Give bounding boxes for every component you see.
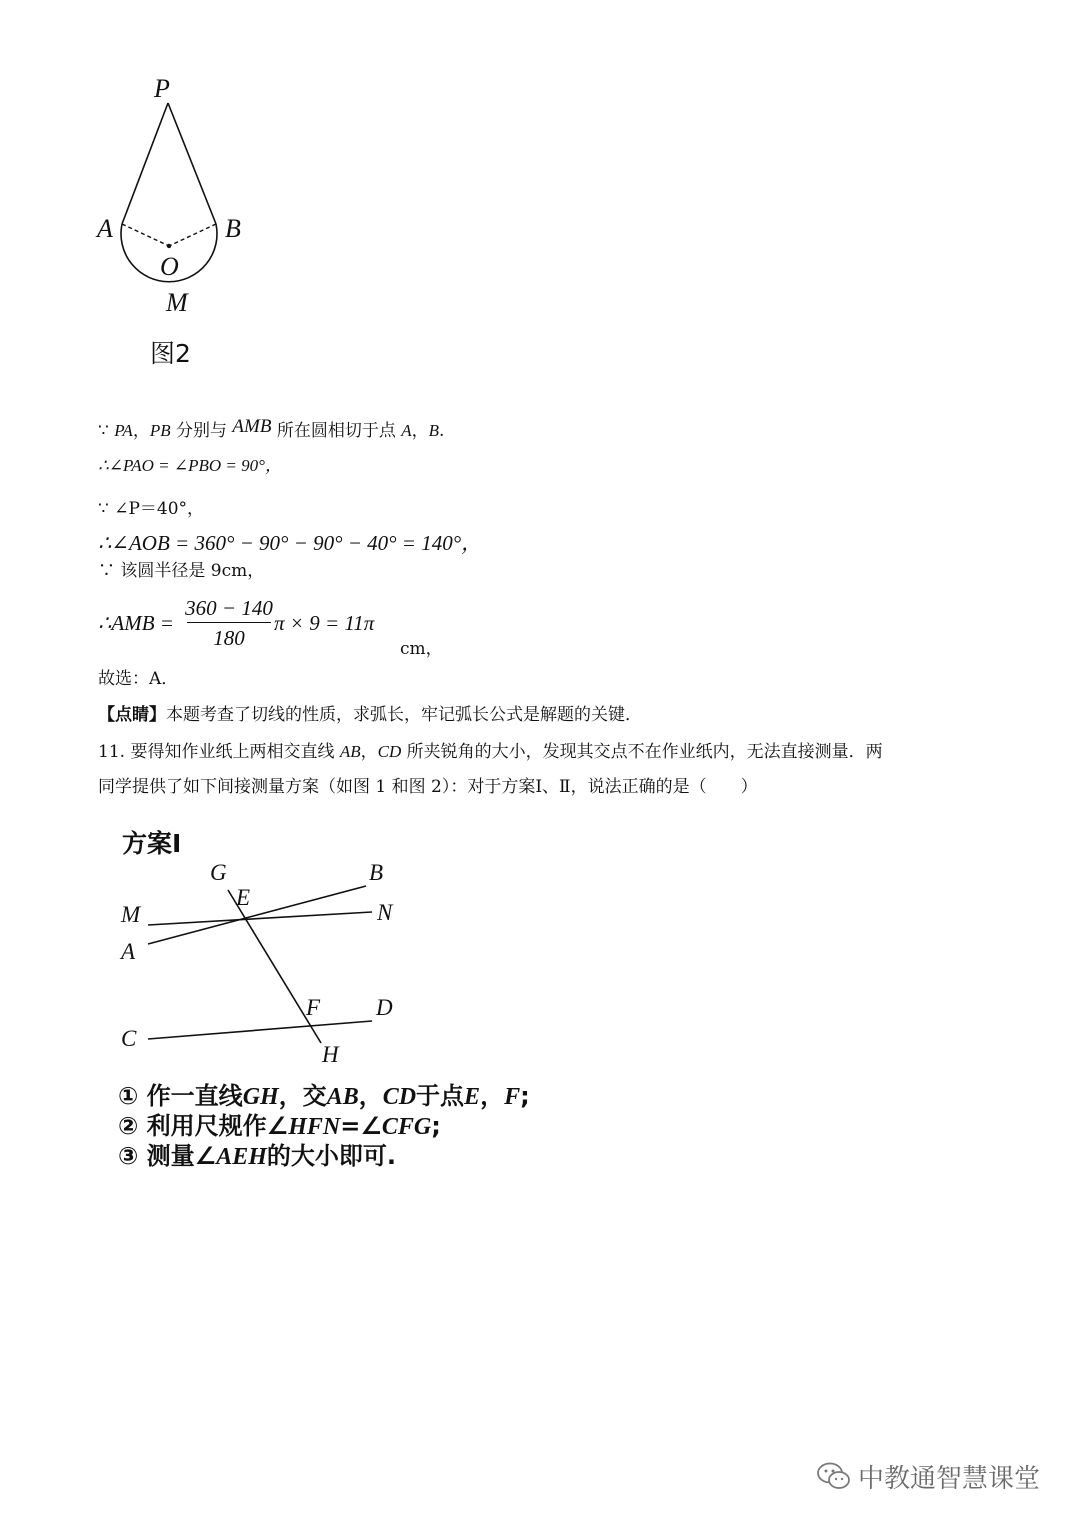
text-cfg: CFG: [381, 1114, 432, 1140]
step-text: 的大小即可.: [266, 1142, 397, 1170]
label-f: F: [306, 995, 321, 1020]
text-hfn: HFN: [288, 1114, 341, 1140]
arc-length-unit: cm，: [400, 639, 443, 659]
label-d: D: [376, 995, 393, 1020]
text-cd: CD: [377, 742, 402, 761]
label-a: A: [121, 939, 136, 964]
comment-tag: 【点睛】: [98, 705, 166, 725]
because-symbol: ∵: [98, 421, 115, 441]
label-a: A: [97, 214, 113, 243]
step-text: ① 作一直线: [118, 1082, 243, 1110]
label-g: G: [210, 860, 227, 885]
label-e: E: [236, 885, 251, 910]
text-ab: AB: [326, 1084, 359, 1110]
label-n: N: [377, 900, 393, 925]
step-text: 于点: [416, 1082, 465, 1110]
solution-line-4: ∴∠AOB = 360° − 90° − 90° − 40° = 140°，: [98, 531, 483, 555]
label-b: B: [369, 860, 384, 885]
label-c: C: [121, 1026, 137, 1051]
step-text: =∠: [340, 1112, 382, 1140]
solution-line-2: ∴∠PAO = ∠PBO = 90°，: [98, 456, 282, 475]
watermark-text: 中教通智慧课堂: [858, 1463, 1041, 1494]
watermark: [816, 1456, 1040, 1496]
text-aeh: AEH: [216, 1144, 267, 1170]
text-mid: 分别与: [170, 421, 233, 441]
step-text: ，: [480, 1082, 505, 1110]
question-11-line-2: 同学提供了如下间接测量方案（如图 1 和图 2）：对于方案Ⅰ、Ⅱ，说法正确的是（ ）: [98, 777, 758, 797]
separator: ，: [411, 421, 429, 441]
separator: ，: [132, 421, 150, 441]
comment-text: 本题考查了切线的性质，求弧长，牢记弧长公式是解题的关键．: [166, 705, 642, 725]
solution-line-5: ∵ 该圆半径是 9cm，: [98, 561, 265, 581]
text-gh: GH: [242, 1084, 279, 1110]
step-text: ，交: [278, 1082, 327, 1110]
text-end: .: [439, 421, 445, 441]
solution-line-3: ∵ ∠P＝40°，: [98, 499, 205, 519]
label-p: P: [154, 74, 170, 103]
scheme-1-title: 方案Ⅰ: [122, 829, 182, 858]
arc-amb-text: AMB: [111, 611, 155, 635]
text-pa: PA: [114, 421, 133, 440]
text-cd: CD: [382, 1084, 417, 1110]
arc-amb-text: AMB: [232, 416, 272, 437]
equals-sign: =: [154, 611, 174, 635]
label-m: M: [166, 288, 188, 317]
fraction-numerator: 360 − 140: [185, 596, 273, 620]
step-text: ;: [431, 1112, 441, 1140]
text-f: F: [504, 1084, 521, 1110]
wechat-icon: [816, 1461, 852, 1491]
text-pb: PB: [149, 421, 171, 440]
label-b: B: [225, 214, 241, 243]
text-ab: AB: [339, 742, 361, 761]
line-cd: [148, 1021, 372, 1039]
figure-2-caption: 图2: [150, 339, 191, 368]
label-o: O: [160, 252, 179, 281]
fraction-denominator: 180: [213, 626, 245, 650]
separator: ，: [360, 742, 378, 762]
therefore-symbol: ∴: [98, 611, 112, 635]
text-suffix: 所在圆相切于点: [271, 421, 402, 441]
text-b: B: [428, 421, 440, 440]
question-text: 11. 要得知作业纸上两相交直线: [98, 742, 340, 762]
text-e: E: [464, 1084, 481, 1110]
label-m: M: [121, 902, 141, 927]
step-text: ② 利用尺规作∠: [118, 1112, 289, 1140]
step-text: ;: [520, 1082, 530, 1110]
solution-line-7: 故选：A．: [98, 669, 179, 689]
scheme-step-3: [118, 1136, 396, 1171]
label-h: H: [322, 1042, 339, 1067]
text-a: A: [401, 421, 412, 440]
question-text: 所夹锐角的大小，发现其交点不在作业纸内，无法直接测量．两: [401, 742, 883, 762]
step-text: ③ 测量∠: [118, 1142, 217, 1170]
step-text: ，: [358, 1082, 383, 1110]
arc-length-result: π × 9 = 11π: [274, 611, 375, 635]
